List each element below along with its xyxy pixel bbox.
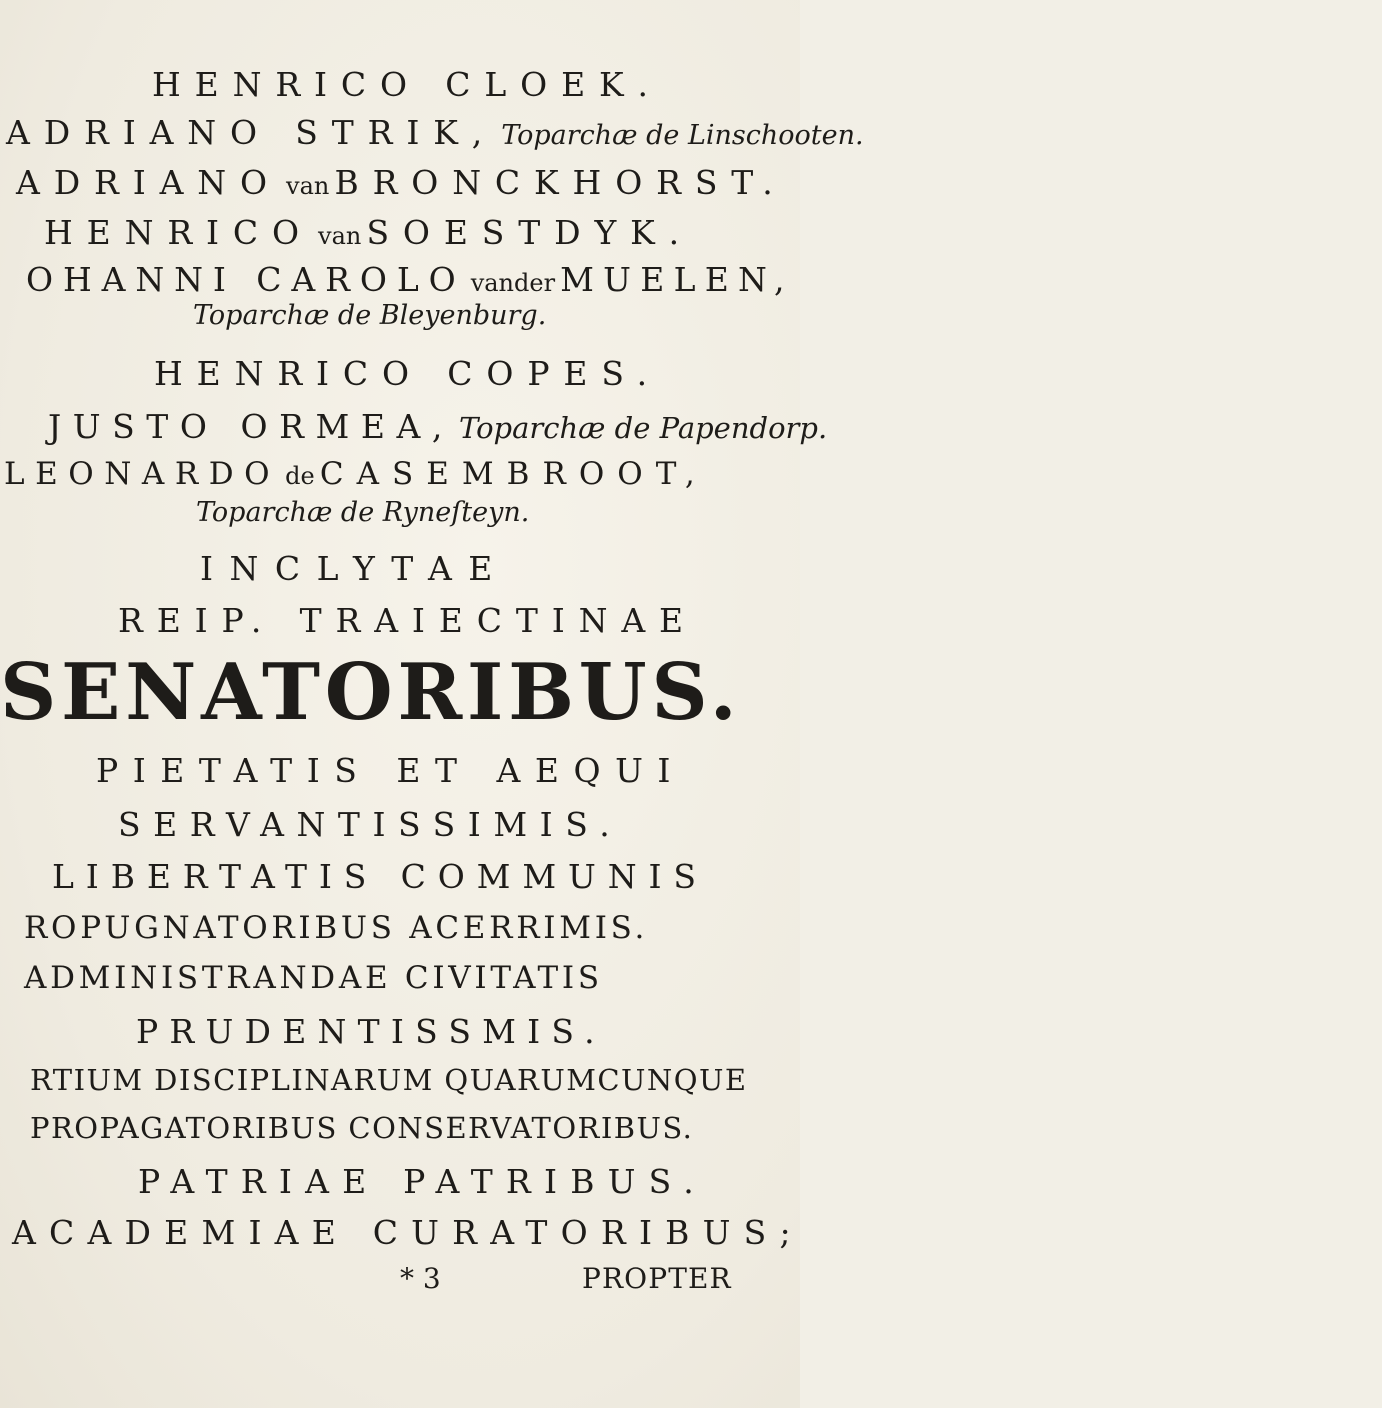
senatoribus-title <box>0 647 800 738</box>
line-text: SERVANTISSIMIS. <box>118 805 623 844</box>
dedicatee-first-name: ADRIANO <box>16 163 281 202</box>
dedicatee-henrico-copes <box>154 354 954 393</box>
dedicatee-first-name: HENRICO <box>44 213 313 252</box>
catchword-text: PROPTER <box>582 1262 732 1295</box>
dedicatee-particle: van <box>318 222 362 250</box>
line-text: PIETATIS ET AEQUI <box>96 751 685 790</box>
dedicatee-last-name: MUELEN, <box>560 260 794 299</box>
line-text: ACADEMIAE CURATORIBUS; <box>12 1213 804 1252</box>
artium-line <box>30 1063 830 1097</box>
dedicatee-last-name: SOESTDYK. <box>366 213 693 252</box>
dedicatee-johanni-carolo-muelen <box>26 260 826 299</box>
dedicatee-last-name: BRONCKHORST. <box>334 163 787 202</box>
libertatis-line <box>52 857 852 896</box>
title-text: SENATORIBUS. <box>0 647 742 738</box>
line-text: ROPUGNATORIBUS ACERRIMIS. <box>24 910 649 946</box>
reip-traiectinae-heading <box>118 601 918 640</box>
line-text: PROPAGATORIBUS CONSERVATORIBUS. <box>30 1111 694 1145</box>
signature-text: * 3 <box>400 1262 441 1295</box>
inclytae-heading <box>200 549 1000 588</box>
dedicatee-henrico-soestdyk <box>44 213 844 252</box>
dedicatee-title-bleyenburg <box>193 302 993 329</box>
line-text: LIBERTATIS COMMUNIS <box>52 857 708 896</box>
dedicatee-adriano-strik <box>6 113 864 152</box>
dedicatee-particle: de <box>285 462 315 490</box>
dedicatee-particle: van <box>286 172 330 200</box>
dedicatee-name: ADRIANO STRIK, <box>6 113 497 152</box>
dedicatee-justo-ormea <box>48 407 848 446</box>
propugnatoribus-line <box>24 910 824 946</box>
dedicatee-title-ryneſteyn <box>196 499 996 526</box>
patriae-line <box>138 1162 938 1201</box>
dedicatee-first-name: LEONARDO <box>4 456 281 492</box>
dedicatee-title: Toparchæ de Papendorp. <box>459 411 828 445</box>
dedicatee-name: HENRICO COPES. <box>154 354 661 393</box>
dedicatee-title: Toparchæ de Linschooten. <box>501 120 864 151</box>
catchword <box>582 1262 1382 1295</box>
dedicatee-title: Toparchæ de Bleyenburg. <box>193 300 547 331</box>
dedicatee-first-name: OHANNI CAROLO <box>26 260 466 299</box>
line-text: ADMINISTRANDAE CIVITATIS <box>24 960 603 996</box>
dedicatee-last-name: CASEMBROOT, <box>319 456 708 492</box>
heading-text: REIP. TRAIECTINAE <box>118 601 697 640</box>
dedicatee-name: JUSTO ORMEA, <box>48 407 454 446</box>
dedicatee-henrico-cloek <box>152 65 952 104</box>
academiae-line <box>12 1213 812 1252</box>
dedicatee-adriano-bronckhorst <box>16 163 816 202</box>
dedicatee-title: Toparchæ de Ryneſteyn. <box>196 497 530 528</box>
line-text: PRUDENTISSMIS. <box>136 1012 606 1051</box>
dedicatee-particle: vander <box>470 269 556 297</box>
administrandae-line <box>24 960 824 996</box>
line-text: RTIUM DISCIPLINARUM QUARUMCUNQUE <box>30 1063 748 1097</box>
servantissimis-line <box>118 805 918 844</box>
dedicatee-name: HENRICO CLOEK. <box>152 65 662 104</box>
heading-text: INCLYTAE <box>200 549 509 588</box>
dedicatee-leonardo-casembroot <box>4 456 804 492</box>
propagatoribus-line <box>30 1111 830 1145</box>
line-text: PATRIAE PATRIBUS. <box>138 1162 707 1201</box>
prudentissmis-line <box>136 1012 936 1051</box>
pietatis-line <box>96 751 896 790</box>
